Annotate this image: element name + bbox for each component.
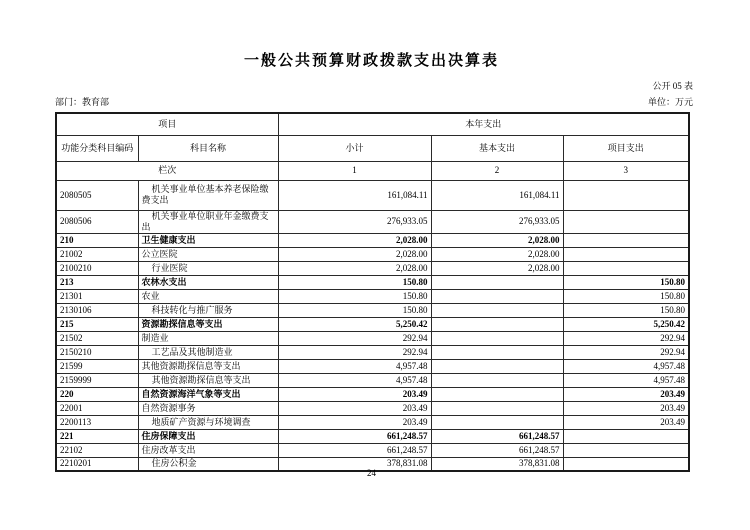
basic-expenditure-cell (431, 401, 563, 415)
subtotal-cell: 4,957.48 (278, 359, 431, 373)
name-cell: 机关事业单位基本养老保险缴费支出 (138, 180, 278, 210)
subtotal-cell: 276,933.05 (278, 210, 431, 233)
unit-label: 单位：万元 (647, 97, 693, 107)
basic-expenditure-cell: 161,084.11 (431, 180, 563, 210)
table-number-label: 公开 05 表 (652, 81, 693, 91)
basic-expenditure-cell (431, 415, 563, 429)
table-row (56, 373, 689, 387)
subtotal-cell: 203.49 (278, 415, 431, 429)
code-cell: 220 (56, 387, 138, 401)
code-cell: 210 (56, 233, 138, 247)
name-cell: 工艺品及其他制造业 (138, 345, 278, 359)
project-expenditure-cell (563, 261, 689, 275)
subtotal-cell: 203.49 (278, 387, 431, 401)
basic-expenditure-cell: 378,831.08 (431, 457, 563, 471)
project-expenditure-cell: 203.49 (563, 415, 689, 429)
name-cell: 行业医院 (138, 261, 278, 275)
header-columns-row (56, 135, 689, 161)
name-cell: 其他资源勘探信息等支出 (138, 359, 278, 373)
code-cell: 21002 (56, 247, 138, 261)
table-row (56, 331, 689, 345)
table-row (56, 247, 689, 261)
project-expenditure-cell: 5,250.42 (563, 317, 689, 331)
header-group-year: 本年支出 (278, 113, 689, 135)
header-col-subtotal: 小计 (278, 135, 431, 161)
header-col-name: 科目名称 (138, 135, 278, 161)
subtotal-cell: 150.80 (278, 275, 431, 289)
name-cell: 资源勘探信息等支出 (138, 317, 278, 331)
project-expenditure-cell: 203.49 (563, 387, 689, 401)
basic-expenditure-cell: 276,933.05 (431, 210, 563, 233)
meta-row (55, 95, 693, 108)
subtotal-cell: 4,957.48 (278, 373, 431, 387)
subtotal-cell: 2,028.00 (278, 247, 431, 261)
table-row (56, 289, 689, 303)
subtotal-cell: 150.80 (278, 303, 431, 317)
header-lanci: 栏次 (56, 161, 278, 180)
basic-expenditure-cell (431, 345, 563, 359)
name-cell: 公立医院 (138, 247, 278, 261)
code-cell: 22102 (56, 443, 138, 457)
table-row (56, 415, 689, 429)
code-cell: 21502 (56, 331, 138, 345)
subtotal-cell: 161,084.11 (278, 180, 431, 210)
name-cell: 农林水支出 (138, 275, 278, 289)
subtotal-cell: 2,028.00 (278, 233, 431, 247)
basic-expenditure-cell (431, 317, 563, 331)
subtotal-cell: 203.49 (278, 401, 431, 415)
header-col-code: 功能分类科目编码 (56, 135, 138, 161)
basic-expenditure-cell (431, 331, 563, 345)
subtotal-cell: 292.94 (278, 345, 431, 359)
table-row (56, 261, 689, 275)
table-row (56, 429, 689, 443)
project-expenditure-cell (563, 210, 689, 233)
code-cell: 2159999 (56, 373, 138, 387)
project-expenditure-cell: 4,957.48 (563, 373, 689, 387)
table-row (56, 443, 689, 457)
table-row (56, 233, 689, 247)
table-row (56, 210, 689, 233)
table-row (56, 275, 689, 289)
name-cell: 住房改革支出 (138, 443, 278, 457)
table-body (56, 180, 689, 471)
name-cell: 科技转化与推广服务 (138, 303, 278, 317)
project-expenditure-cell (563, 233, 689, 247)
subtotal-cell: 5,250.42 (278, 317, 431, 331)
code-cell: 2100210 (56, 261, 138, 275)
page-title: 一般公共预算财政拨款支出决算表 (243, 53, 499, 69)
basic-expenditure-cell (431, 303, 563, 317)
basic-expenditure-cell (431, 373, 563, 387)
project-expenditure-cell: 4,957.48 (563, 359, 689, 373)
basic-expenditure-cell (431, 275, 563, 289)
name-cell: 卫生健康支出 (138, 233, 278, 247)
header-col-basic: 基本支出 (431, 135, 563, 161)
project-expenditure-cell: 150.80 (563, 275, 689, 289)
code-cell: 21599 (56, 359, 138, 373)
project-expenditure-cell: 203.49 (563, 401, 689, 415)
subtotal-cell: 150.80 (278, 289, 431, 303)
table-row (56, 180, 689, 210)
name-cell: 住房保障支出 (138, 429, 278, 443)
code-cell: 213 (56, 275, 138, 289)
table-row (56, 387, 689, 401)
header-index-2: 2 (431, 161, 563, 180)
subtotal-cell: 378,831.08 (278, 457, 431, 471)
header-index-1: 1 (278, 161, 431, 180)
project-expenditure-cell (563, 443, 689, 457)
table-head (56, 113, 689, 180)
subtotal-cell: 292.94 (278, 331, 431, 345)
table-row (56, 359, 689, 373)
code-cell: 2080505 (56, 180, 138, 210)
header-index-3: 3 (563, 161, 689, 180)
code-cell: 2150210 (56, 345, 138, 359)
project-expenditure-cell: 292.94 (563, 345, 689, 359)
header-col-project: 项目支出 (563, 135, 689, 161)
project-expenditure-cell (563, 180, 689, 210)
subtotal-cell: 661,248.57 (278, 443, 431, 457)
project-expenditure-cell: 292.94 (563, 331, 689, 345)
project-expenditure-cell (563, 429, 689, 443)
budget-table (55, 112, 690, 472)
code-cell: 2210201 (56, 457, 138, 471)
basic-expenditure-cell: 2,028.00 (431, 233, 563, 247)
project-expenditure-cell: 150.80 (563, 303, 689, 317)
page-number: 24 (367, 468, 376, 478)
basic-expenditure-cell: 661,248.57 (431, 443, 563, 457)
table-row (56, 345, 689, 359)
subtotal-cell: 661,248.57 (278, 429, 431, 443)
name-cell: 其他资源勘探信息等支出 (138, 373, 278, 387)
department-label: 部门：教育部 (55, 97, 110, 107)
name-cell: 农业 (138, 289, 278, 303)
code-cell: 2200113 (56, 415, 138, 429)
table-row (56, 401, 689, 415)
table-row (56, 317, 689, 331)
basic-expenditure-cell (431, 387, 563, 401)
basic-expenditure-cell (431, 359, 563, 373)
code-cell: 2130106 (56, 303, 138, 317)
basic-expenditure-cell: 661,248.57 (431, 429, 563, 443)
name-cell: 自然资源海洋气象等支出 (138, 387, 278, 401)
basic-expenditure-cell: 2,028.00 (431, 247, 563, 261)
name-cell: 机关事业单位职业年金缴费支出 (138, 210, 278, 233)
name-cell: 住房公积金 (138, 457, 278, 471)
code-cell: 2080506 (56, 210, 138, 233)
name-cell: 自然资源事务 (138, 401, 278, 415)
project-expenditure-cell: 150.80 (563, 289, 689, 303)
basic-expenditure-cell: 2,028.00 (431, 261, 563, 275)
project-expenditure-cell (563, 247, 689, 261)
basic-expenditure-cell (431, 289, 563, 303)
name-cell: 制造业 (138, 331, 278, 345)
code-cell: 21301 (56, 289, 138, 303)
code-cell: 22001 (56, 401, 138, 415)
name-cell: 地质矿产资源与环境调查 (138, 415, 278, 429)
table-row (56, 303, 689, 317)
code-cell: 215 (56, 317, 138, 331)
subtotal-cell: 2,028.00 (278, 261, 431, 275)
header-index-row (56, 161, 689, 180)
header-group-row (56, 113, 689, 135)
header-group-item: 项目 (56, 113, 278, 135)
code-cell: 221 (56, 429, 138, 443)
